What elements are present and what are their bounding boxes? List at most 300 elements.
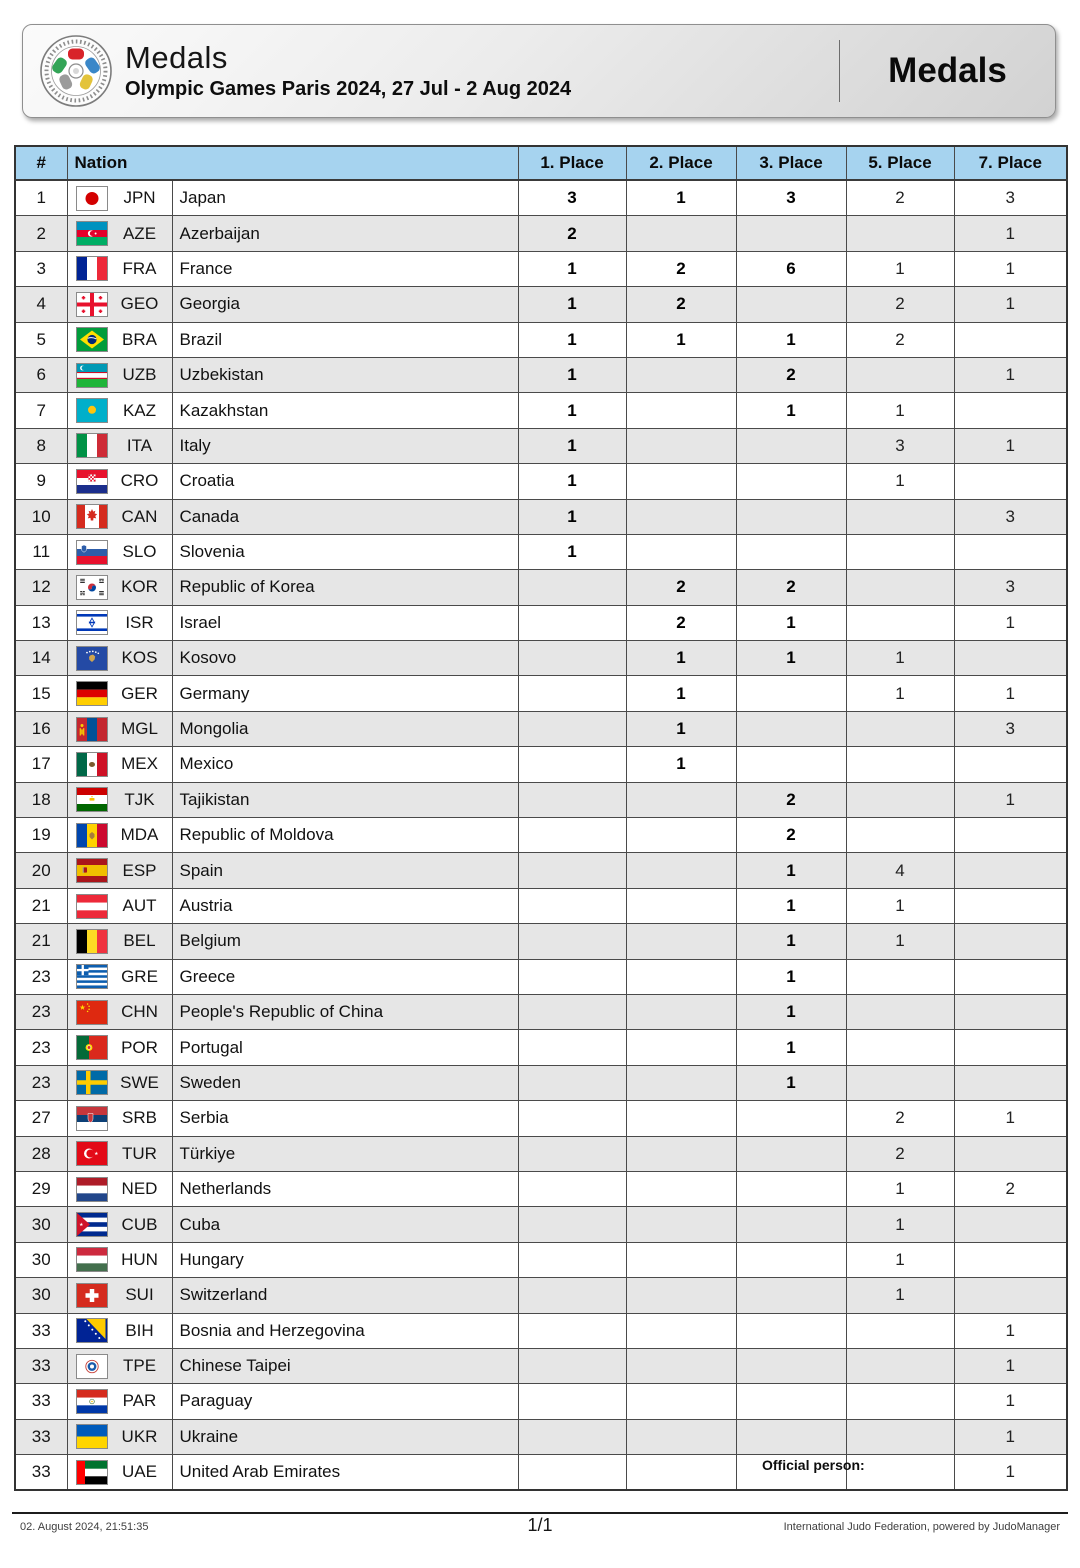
place3-cell: 1: [736, 393, 846, 428]
place2-cell: 2: [626, 251, 736, 286]
place3-cell: [736, 1136, 846, 1171]
place3-cell: [736, 1348, 846, 1383]
place2-cell: 1: [626, 322, 736, 357]
rank-cell: 1: [15, 180, 67, 216]
rank-cell: 33: [15, 1455, 67, 1491]
table-row: [15, 924, 1067, 959]
flag-can-icon: [76, 504, 108, 529]
col-place-7: 7. Place: [954, 146, 1067, 180]
place7-cell: [954, 994, 1067, 1029]
place7-cell: [954, 1207, 1067, 1242]
place2-cell: [626, 818, 736, 853]
rank-cell: 3: [15, 251, 67, 286]
place7-cell: [954, 464, 1067, 499]
place7-cell: 3: [954, 180, 1067, 216]
nation-cell: [67, 888, 518, 923]
place7-cell: 1: [954, 428, 1067, 463]
place2-cell: [626, 357, 736, 392]
place1-cell: [518, 853, 626, 888]
place2-cell: [626, 428, 736, 463]
nation-name: Ukraine: [172, 1420, 518, 1454]
place7-cell: [954, 1242, 1067, 1277]
place1-cell: 1: [518, 464, 626, 499]
place1-cell: 1: [518, 393, 626, 428]
rank-cell: 14: [15, 641, 67, 676]
flag-bih-icon: [76, 1318, 108, 1343]
place1-cell: [518, 676, 626, 711]
nation-name: People's Republic of China: [172, 995, 518, 1029]
rank-cell: 15: [15, 676, 67, 711]
table-header-row: [15, 146, 1067, 180]
place7-cell: [954, 322, 1067, 357]
place3-cell: 1: [736, 1030, 846, 1065]
flag-jpn-icon: [76, 186, 108, 211]
place3-cell: [736, 464, 846, 499]
flag-tjk-icon: [76, 787, 108, 812]
place5-cell: [846, 499, 954, 534]
nation-name: Switzerland: [172, 1278, 518, 1312]
event-subtitle: Olympic Games Paris 2024, 27 Jul - 2 Aug 2024: [125, 78, 572, 101]
flag-chn-icon: [76, 1000, 108, 1025]
flag-cub-icon: [76, 1212, 108, 1237]
place7-cell: [954, 393, 1067, 428]
nation-name: Italy: [172, 429, 518, 463]
nation-code: SLO: [122, 542, 157, 562]
place1-cell: 1: [518, 534, 626, 569]
nation-code: KAZ: [122, 400, 157, 420]
footer-page-number: 1/1: [527, 1515, 553, 1535]
table-row: [15, 1419, 1067, 1454]
place5-cell: 1: [846, 1207, 954, 1242]
place2-cell: [626, 464, 736, 499]
flag-uzb-icon: [76, 363, 108, 388]
place3-cell: [736, 711, 846, 746]
nation-cell: [67, 1455, 518, 1491]
place5-cell: [846, 216, 954, 251]
nation-cell: [67, 1384, 518, 1419]
rank-cell: 29: [15, 1171, 67, 1206]
rank-cell: 23: [15, 1030, 67, 1065]
rank-cell: 18: [15, 782, 67, 817]
place1-cell: [518, 1313, 626, 1348]
table-row: [15, 818, 1067, 853]
nation-code: MGL: [121, 719, 158, 739]
place7-cell: 1: [954, 357, 1067, 392]
place3-cell: [736, 287, 846, 322]
place7-cell: 1: [954, 1384, 1067, 1419]
rank-cell: 20: [15, 853, 67, 888]
place2-cell: 1: [626, 641, 736, 676]
place3-cell: 6: [736, 251, 846, 286]
place1-cell: [518, 711, 626, 746]
place1-cell: [518, 888, 626, 923]
table-row: [15, 180, 1067, 216]
nation-code: BEL: [123, 931, 156, 951]
place5-cell: [846, 1030, 954, 1065]
rank-cell: 27: [15, 1101, 67, 1136]
flag-kor-icon: [76, 575, 108, 600]
place1-cell: 1: [518, 499, 626, 534]
place1-cell: [518, 818, 626, 853]
place2-cell: [626, 1242, 736, 1277]
nation-cell: [67, 747, 518, 782]
place3-cell: 1: [736, 1065, 846, 1100]
place5-cell: [846, 534, 954, 569]
place1-cell: [518, 1101, 626, 1136]
nation-name: Portugal: [172, 1030, 518, 1064]
nation-name: Slovenia: [172, 535, 518, 569]
rank-cell: 16: [15, 711, 67, 746]
flag-hun-icon: [76, 1247, 108, 1272]
table-row: [15, 428, 1067, 463]
nation-name: Germany: [172, 676, 518, 710]
nation-name: Republic of Korea: [172, 570, 518, 604]
nation-code: HUN: [121, 1249, 158, 1269]
flag-por-icon: [76, 1035, 108, 1060]
nation-code: CAN: [121, 506, 158, 526]
place3-cell: [736, 1419, 846, 1454]
place7-cell: 3: [954, 711, 1067, 746]
table-row: [15, 888, 1067, 923]
nation-name: Chinese Taipei: [172, 1349, 518, 1383]
nation-code: SUI: [125, 1285, 154, 1305]
nation-cell: [67, 393, 518, 428]
nation-name: Mexico: [172, 747, 518, 781]
place2-cell: 2: [626, 570, 736, 605]
nation-cell: [67, 641, 518, 676]
table-row: [15, 1348, 1067, 1383]
flag-bra-icon: [76, 327, 108, 352]
nation-code: POR: [121, 1037, 158, 1057]
place1-cell: 1: [518, 251, 626, 286]
rank-cell: 4: [15, 287, 67, 322]
flag-tur-icon: [76, 1141, 108, 1166]
nation-code: ESP: [122, 860, 157, 880]
nation-cell: [67, 287, 518, 322]
place1-cell: 1: [518, 322, 626, 357]
place7-cell: [954, 853, 1067, 888]
place1-cell: [518, 605, 626, 640]
col-place-3: 3. Place: [736, 146, 846, 180]
nation-code: SWE: [120, 1072, 159, 1092]
nation-name: Austria: [172, 889, 518, 923]
nation-name: Brazil: [172, 323, 518, 357]
place3-cell: [736, 1207, 846, 1242]
nation-cell: [67, 676, 518, 711]
nation-code: ISR: [125, 612, 154, 632]
nation-name: Tajikistan: [172, 783, 518, 817]
nation-code: GRE: [121, 966, 158, 986]
footer-datetime: 02. August 2024, 21:51:35: [20, 1521, 149, 1533]
place2-cell: [626, 924, 736, 959]
nation-cell: [67, 1171, 518, 1206]
nation-cell: [67, 1348, 518, 1383]
nation-code: BRA: [122, 329, 157, 349]
place1-cell: [518, 747, 626, 782]
nation-name: France: [172, 252, 518, 286]
flag-aut-icon: [76, 894, 108, 919]
place2-cell: [626, 1136, 736, 1171]
flag-par-icon: [76, 1389, 108, 1414]
col-place-1: 1. Place: [518, 146, 626, 180]
place5-cell: 1: [846, 1278, 954, 1313]
place5-cell: [846, 605, 954, 640]
col-place-2: 2. Place: [626, 146, 736, 180]
place1-cell: [518, 1384, 626, 1419]
nation-name: Georgia: [172, 287, 518, 321]
place3-cell: 2: [736, 357, 846, 392]
nation-name: Japan: [172, 181, 518, 215]
nation-name: Belgium: [172, 924, 518, 958]
medals-table: [14, 145, 1068, 1491]
place1-cell: 1: [518, 357, 626, 392]
place5-cell: 2: [846, 180, 954, 216]
nation-code: ITA: [126, 435, 153, 455]
place1-cell: [518, 994, 626, 1029]
nation-name: Israel: [172, 606, 518, 640]
nation-code: AZE: [122, 223, 157, 243]
nation-code: TUR: [122, 1143, 157, 1163]
place7-cell: 1: [954, 1313, 1067, 1348]
place1-cell: 1: [518, 428, 626, 463]
table-row: [15, 570, 1067, 605]
place3-cell: 2: [736, 818, 846, 853]
table-row: [15, 605, 1067, 640]
table-row: [15, 322, 1067, 357]
rank-cell: 12: [15, 570, 67, 605]
nation-cell: [67, 924, 518, 959]
place3-cell: [736, 747, 846, 782]
place1-cell: [518, 959, 626, 994]
place5-cell: 2: [846, 1136, 954, 1171]
nation-code: GEO: [120, 294, 159, 314]
place3-cell: [736, 216, 846, 251]
flag-cro-icon: [76, 469, 108, 494]
nation-name: Republic of Moldova: [172, 818, 518, 852]
place3-cell: [736, 1313, 846, 1348]
place2-cell: [626, 959, 736, 994]
place1-cell: [518, 1171, 626, 1206]
rank-cell: 30: [15, 1207, 67, 1242]
place7-cell: [954, 534, 1067, 569]
flag-sui-icon: [76, 1283, 108, 1308]
flag-aze-icon: [76, 221, 108, 246]
nation-code: TPE: [122, 1356, 157, 1376]
place5-cell: 1: [846, 251, 954, 286]
place2-cell: [626, 1313, 736, 1348]
nation-code: UZB: [122, 365, 157, 385]
place5-cell: [846, 1313, 954, 1348]
nation-cell: [67, 1419, 518, 1454]
col-nation: Nation: [67, 146, 518, 180]
place1-cell: [518, 1419, 626, 1454]
nation-name: Croatia: [172, 464, 518, 498]
place2-cell: [626, 534, 736, 569]
rank-cell: 17: [15, 747, 67, 782]
table-row: [15, 747, 1067, 782]
flag-kos-icon: [76, 646, 108, 671]
table-row: [15, 393, 1067, 428]
place3-cell: 2: [736, 782, 846, 817]
place5-cell: [846, 1384, 954, 1419]
place2-cell: [626, 1419, 736, 1454]
col-place-5: 5. Place: [846, 146, 954, 180]
table-row: [15, 641, 1067, 676]
nation-code: MDA: [120, 825, 159, 845]
report-type-title: Medals: [888, 51, 1007, 90]
place5-cell: [846, 1348, 954, 1383]
flag-ger-icon: [76, 681, 108, 706]
nation-cell: [67, 1278, 518, 1313]
place7-cell: 1: [954, 1348, 1067, 1383]
flag-ned-icon: [76, 1177, 108, 1202]
table-row: [15, 534, 1067, 569]
place2-cell: [626, 1455, 736, 1491]
table-row: [15, 782, 1067, 817]
rank-cell: 7: [15, 393, 67, 428]
place7-cell: 1: [954, 605, 1067, 640]
nation-cell: [67, 251, 518, 286]
place5-cell: 4: [846, 853, 954, 888]
table-row: [15, 499, 1067, 534]
ijf-logo-icon: [39, 34, 113, 108]
place2-cell: [626, 1278, 736, 1313]
place5-cell: 1: [846, 924, 954, 959]
place2-cell: [626, 499, 736, 534]
rank-cell: 33: [15, 1419, 67, 1454]
table-row: [15, 357, 1067, 392]
nation-cell: [67, 711, 518, 746]
nation-name: Türkiye: [172, 1137, 518, 1171]
place7-cell: 1: [954, 1455, 1067, 1491]
place7-cell: [954, 1030, 1067, 1065]
nation-code: JPN: [123, 188, 156, 208]
rank-cell: 33: [15, 1348, 67, 1383]
nation-code: UAE: [122, 1462, 157, 1482]
place1-cell: [518, 1278, 626, 1313]
table-row: [15, 216, 1067, 251]
place5-cell: 1: [846, 1242, 954, 1277]
table-row: [15, 464, 1067, 499]
footer-divider: [12, 1512, 1068, 1514]
place3-cell: 1: [736, 641, 846, 676]
place3-cell: [736, 676, 846, 711]
place2-cell: [626, 1207, 736, 1242]
official-person-label: Official person:: [762, 1457, 865, 1473]
place2-cell: [626, 1384, 736, 1419]
place5-cell: 1: [846, 393, 954, 428]
place1-cell: [518, 1455, 626, 1491]
flag-srb-icon: [76, 1106, 108, 1131]
place7-cell: 3: [954, 570, 1067, 605]
place5-cell: [846, 994, 954, 1029]
medals-table-body: [15, 180, 1067, 1490]
place3-cell: 1: [736, 959, 846, 994]
place7-cell: 1: [954, 287, 1067, 322]
place3-cell: 2: [736, 570, 846, 605]
nation-code: AUT: [122, 896, 157, 915]
nation-code: KOR: [121, 577, 158, 597]
table-row: [15, 1384, 1067, 1419]
place7-cell: [954, 888, 1067, 923]
place3-cell: 3: [736, 180, 846, 216]
rank-cell: 33: [15, 1384, 67, 1419]
nation-code: BIH: [125, 1320, 154, 1340]
footer-credit: International Judo Federation, powered by JudoManager: [783, 1521, 1060, 1533]
nation-name: Hungary: [172, 1243, 518, 1277]
place1-cell: 2: [518, 216, 626, 251]
place3-cell: 1: [736, 994, 846, 1029]
place7-cell: 3: [954, 499, 1067, 534]
place5-cell: 3: [846, 428, 954, 463]
place2-cell: [626, 393, 736, 428]
nation-cell: [67, 1065, 518, 1100]
flag-ita-icon: [76, 433, 108, 458]
nation-code: FRA: [122, 258, 157, 278]
nation-name: Bosnia and Herzegovina: [172, 1314, 518, 1348]
nation-code: NED: [121, 1179, 158, 1199]
place2-cell: [626, 1101, 736, 1136]
place1-cell: [518, 782, 626, 817]
flag-uae-icon: [76, 1460, 108, 1485]
flag-slo-icon: [76, 540, 108, 565]
place2-cell: 2: [626, 287, 736, 322]
place7-cell: [954, 959, 1067, 994]
table-row: [15, 1136, 1067, 1171]
place3-cell: [736, 1278, 846, 1313]
place3-cell: 1: [736, 924, 846, 959]
rank-cell: 6: [15, 357, 67, 392]
place2-cell: [626, 1030, 736, 1065]
place5-cell: [846, 782, 954, 817]
flag-ukr-icon: [76, 1424, 108, 1449]
medals-table-wrap: [14, 145, 1066, 1491]
place2-cell: [626, 1065, 736, 1100]
place7-cell: [954, 1136, 1067, 1171]
place1-cell: 3: [518, 180, 626, 216]
header-titles: [125, 41, 839, 101]
nation-cell: [67, 1207, 518, 1242]
table-row: [15, 1278, 1067, 1313]
place7-cell: 1: [954, 216, 1067, 251]
rank-cell: 9: [15, 464, 67, 499]
place3-cell: [736, 1242, 846, 1277]
table-row: [15, 1455, 1067, 1491]
nation-name: Spain: [172, 853, 518, 887]
table-row: [15, 1101, 1067, 1136]
nation-name: Azerbaijan: [172, 216, 518, 250]
nation-cell: [67, 1313, 518, 1348]
place2-cell: 2: [626, 605, 736, 640]
nation-cell: [67, 357, 518, 392]
place7-cell: 2: [954, 1171, 1067, 1206]
place2-cell: [626, 782, 736, 817]
nation-cell: [67, 216, 518, 251]
rank-cell: 13: [15, 605, 67, 640]
nation-cell: [67, 605, 518, 640]
table-row: [15, 1030, 1067, 1065]
flag-tpe-icon: [76, 1354, 108, 1379]
nation-name: Kosovo: [172, 641, 518, 675]
place2-cell: 1: [626, 711, 736, 746]
place7-cell: 1: [954, 782, 1067, 817]
rank-cell: 10: [15, 499, 67, 534]
rank-cell: 5: [15, 322, 67, 357]
nation-code: SRB: [122, 1108, 157, 1128]
col-rank: #: [15, 146, 67, 180]
table-row: [15, 676, 1067, 711]
nation-code: PAR: [122, 1391, 157, 1411]
